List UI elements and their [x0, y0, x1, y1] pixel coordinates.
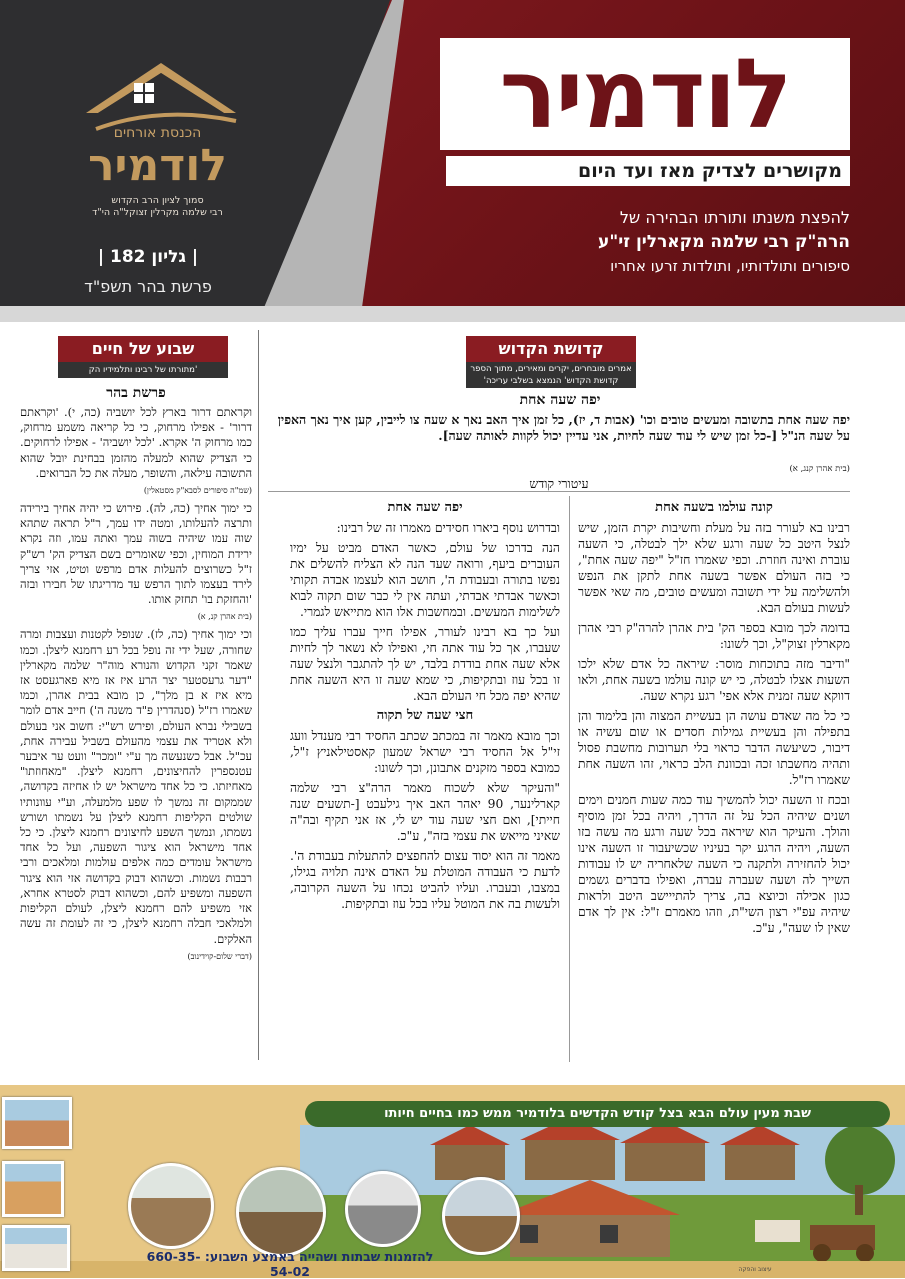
masthead-tagline: מקושרים לצדיק מאז ועד היום	[446, 156, 850, 186]
building-photo-3	[2, 1225, 70, 1271]
logo	[70, 55, 255, 230]
inner-column-divider	[569, 496, 570, 1062]
footer-banner: שבת מעין עולם הבא בצל קודש הקדשים בלודמיר ממש כמו בחיים חיותו	[305, 1101, 890, 1127]
lead-quote	[268, 412, 850, 444]
museum-photo-2	[236, 1167, 326, 1257]
museum-photo-3	[345, 1171, 421, 1247]
masthead-desc-line2: הרה"ק רבי שלמה מקארלין זי"ע	[598, 232, 850, 252]
museum-photo-1	[128, 1163, 214, 1249]
article-column-middle	[290, 496, 560, 916]
masthead-desc-line3: סיפורים ותולדותיו, ותולדות זרעו אחריו	[610, 257, 850, 275]
section-banner-subtitle	[466, 362, 636, 388]
logo-subtitle	[70, 195, 245, 219]
left-paragraph: וכי ימוך אחיך (כה, לז). שנופל לקטנות ועצבות ומרה שחורה, שעל ידי זה נופל בכל רע רחמנא ליצלן. וכמו שאמר זקני הקדוש והנורא מוה"ר שלמה מקארלין "דער גרעסטער יצר הרע איז אז מיא פארגעסט אז מיא איז א בן מלך", כן מובא בבית אהרן, וכמו שאמרו רז"ל (סנהדרין פ"ד משנה ה') חייב אדם לומר בשבילי נברא העולם, ופירש רש"י: חשוב אני בעולם ולא אטריד את עצמי מהעולם בשביל עבירה אחת, עכ"ל. אבל כשנעשה מך ע"י "ומכר" וועט ער איבער עטנספרין להחיצונים, רחמנא ליצלן. "מאחוזתו" מאחיזתו. כי כל אחד מישראל יש לו אחיזה בקדושה, שממקום זה נמשך לו שפע מלמעלה, וע"י עוונותיו שולטים הקליפות רחמנא ליצלן על נשמתו ושורש נשמתו, ונמשך השפע לחיצונים רחמנא ליצלן. כי כל אחד מישראל הוא ציגור השפעה, ועל כל אחד מישראל עומדים כמה אלפים עולמות ומלאכים ורבי רבבות נשמות. וכשהוא דבוק בקדושה אזי הוא ציגור השפעה ומשפיע להם, וכשהוא דבוק לסטרא אחרא, אזי משפיע להם רחמנא ליצלן, לעולם הקליפות ולמלאכי חבלה רחמנא ליצלן, כי זה לעומת זה עשה האלקים.	[20, 627, 252, 946]
logo-title: לודמיר	[88, 140, 227, 191]
left-section-column	[20, 405, 252, 967]
article-paragraph: בדומה לכך מובא בספר הק' בית אהרן להרה"ק רבי אהרן מקארלין זצוק"ל, וכך לשונו:	[578, 621, 850, 651]
masthead-desc-line1: להפצת משנתו ותורתו הבהירה של	[619, 208, 850, 227]
footer-phone: להזמנות שבתות ושהייה באמצע השבוע: 660-35-54-02	[146, 1249, 434, 1279]
article-paragraph: וכך מובא מאמר זה במכתב שכתב החסיד רבי מענדל וועג זי"ל אל החסיד רבי ישראל שמעון קאסטילאניץ ז"ל, כמובא בספר מזקנים אתבונן, וכך לשונו:	[290, 729, 560, 775]
article-title-right: קונה עולמו בשעה אחת	[655, 500, 773, 515]
article-title-middle: יפה שעה אחת	[387, 500, 463, 515]
article-column-right	[578, 496, 850, 940]
left-section-heading: פרשת בהר	[106, 385, 166, 401]
article-paragraph: רבינו בא לעורר בזה על מעלת וחשיבות יקרת הזמן, שיש לנצל היטב כל שעה ורגע שלא ילך לבטלה, כי השעה עוברת ואינה חוזרת. וכפי שאמרו חז"ל "יפה שעה אחת", כי בזה העולם אפשר בשעה אחת לתקן את הנפש ולהשלימה על ידי תשובה ומעשים טובים, מה שאי אפשר לעשות בעולם הבא.	[578, 521, 850, 615]
article-paragraph: ועל כך בא רבינו לעורר, אפילו חייך עברו עליך כמו שעברו, אך כל עוד אתה חי, ואפילו לא נשאר לך לחיות אלא שעה אחת בודדת בלבד, יש לך להתגבר ולנצל שעה זו בכל עוז ובתקיפות, כי שמא שעה זו היא השעה אחת שהיא יפה מכל חי העולם הבא.	[290, 625, 560, 703]
house-logo-icon	[76, 55, 246, 135]
article-paragraph: כי כל מה שאדם עושה הן בעשיית המצוה והן בלימוד והן בתפילה והן בעשיית גמילות חסדים או שום עשיה או דיבור, כשיעשה הדבר כראוי בלי תערובות מחשבת פסול ותהיה מחשבתו זכה ובכוונת הלב כראוי, זהו השעה אחת שאמרו רז"ל.	[578, 709, 850, 787]
logo-subtitle-line1: סמוך לציון הרב הקדוש	[111, 195, 204, 206]
building-photo-1	[2, 1097, 72, 1149]
left-citation: (דברי שלום-קוידינוב)	[187, 951, 252, 961]
article-paragraph: ובכח זו השעה יכול להמשיך עוד כמה שעות חמנים וימים ושנים שיהיה הכל על זה הדרך, ויהיה בכל זמן מוסיף והולך. והעיקר הוא שיראה בכל שעה ורגע מה עשה בזו השעה, ויהיה הרגע יקר בעיניו שכשיעבור זו השעה אינו יכול להחזירה ולתקנה כי השעה שלאחריה יש לו עבודות השייך לה ושעה שעברה עברה, ואפילו בדברים גשמים כגון אכילה וכיוצא בה, צריך להתייישב היטב ולראות שיהיה עפ"י רצון השי"ת, וזהו מאמרם ז"ל: אין לך אדם שאין לו שעה", ע"כ.	[578, 793, 850, 935]
section-banner: קדושת הקדוש	[466, 336, 636, 362]
masthead-title: לודמיר	[499, 38, 791, 150]
section-banner-sub-line2: 'קדושת הקדוש' הנמצא בשלבי עריכה	[483, 376, 619, 386]
masthead-description	[440, 206, 850, 278]
lead-quote-text: יפה שעה אחת בתשובה ומעשים טובים וכו' (אבות ד, יז), כל זמן איך האב נאך א שעה צו לייבין, קען איך נאך האפין על שעה הנ"ל [-כל זמן שיש לי עוד שעה לחיות, אני עדיין יכול לקוות לאותה שעה].	[277, 412, 850, 443]
header-bottom-strip	[0, 306, 905, 322]
article-subtitle-middle: חצי שעה של תקוה	[376, 708, 474, 723]
left-section-banner: שבוע של חיים	[58, 336, 228, 362]
article-paragraph: הנה בדרכו של עולם, כאשר האדם מביט על ימיו העוברים ביעף, ורואה שעד הנה לא הצליח להשלים את נפשו בתורה ובעבודת ה', חושב הוא לעצמו אבדה תקותי וכאשר אבדתי אבדתי, ועתה אין לי כבר שום תקוה לבוא לשלימות המעשים. ובמחשבות אלו הוא מתייאש לגמרי.	[290, 541, 560, 619]
building-photo-2	[2, 1161, 64, 1217]
lead-quote-citation: (בית אהרן קנג, א)	[789, 464, 850, 474]
parasha-label: פרשת בהר תשפ"ד	[84, 277, 212, 296]
issue-number: | גליון 182 |	[97, 247, 199, 267]
article-paragraph: "והעיקר שלא לשכוח מאמר הרה"צ רבי שלמה קארלינער, 90 יאהר האב איך גילעבט [-תשעים שנה חייתי], ואם חצי שעה עוד יש לי, אז אני תקיף ובה"ה שאיני מייאש את עצמי בזה", ע"כ.	[290, 781, 560, 843]
column-divider	[258, 330, 259, 1060]
footer-credit: עיצוב והפקה	[738, 1266, 772, 1273]
logo-subtitle-line2: רבי שלמה מקרלין זצוקל"ה הי"ד	[92, 207, 223, 218]
left-paragraph: כי ימוך אחיך (כה, לה). פירוש כי יהיה אחיך בירידה ותרצה להעלותו, ומטה ידו עמך, ר"ל תראה שתהא שוה עמו שיהיה בשוה עמך ואתה עמו, וזה נקרא ירידת המוחין, וכפי שאומרים בשם הצדיק הק' רש"ק ז"ל כשרוצים להעלות אדם מרפש וטיט, אזי צריך לירד בעצמו לתוך הרפש עד מדריגתו של חבירו ובזה 'והחזקת בו' תחזק אותו.	[20, 501, 252, 607]
section-banner-sub-line1: אמרים מובחרים, יקרים ומאירים, מתוך הספר	[470, 364, 632, 374]
masthead-box	[440, 38, 850, 150]
article-paragraph: "ודיבר מזה בתוכחות מוסר: שיראה כל אדם שלא ילכו השעות אצלו לבטלה, כי יש קונה עולמו בשעה אחת, ולאו דווקא שעה זמנית אלא אפי' רגע נקרא שעה.	[578, 657, 850, 703]
section-heading: יפה שעה אחת	[519, 392, 601, 408]
article-paragraph: מאמר זה הוא יסוד עצום להחפצים להתעלות בעבודת ה'. לדעת כי העבודה המוטלת על האדם אינה תלויה בגילו, במצבו, ובעברו. ועליו להביט נכחו על השעה הקרובה, ולעשות בה את המוטל עליו בכל עוז ובתקיפות.	[290, 849, 560, 911]
itur-kodesh-heading: עיטורי קודש	[268, 476, 850, 492]
article-paragraph: ובדרוש נוסף ביארו חסידים מאמרו זה של רבינו:	[336, 521, 560, 535]
left-citation: (שמ"ה סיפורים לסבא"ק מסטאלין)	[143, 486, 252, 496]
logo-small-text: הכנסת אורחים	[113, 125, 202, 141]
left-citation: (בית אהרן קנ, א)	[197, 612, 252, 622]
left-paragraph: וקראתם דרור בארץ לכל יושביה (כה, י). 'וקראתם דרור' - אפילו מרחוק, כי כל קריאה משמע מרחוק, כמו מרחוק ה' אקרא. 'לכל יושביה' - אפילו לרחוקים. כי הצדיק שהוא למעלה מהזמן בבחינת יובל שהוא התשובה עילאה, והשופר, מעלה את כל הברואים.	[20, 405, 252, 480]
left-section-banner-subtitle: מתורתו של רבינו ותלמידיו הק'	[58, 362, 228, 378]
museum-photo-4	[442, 1177, 520, 1255]
